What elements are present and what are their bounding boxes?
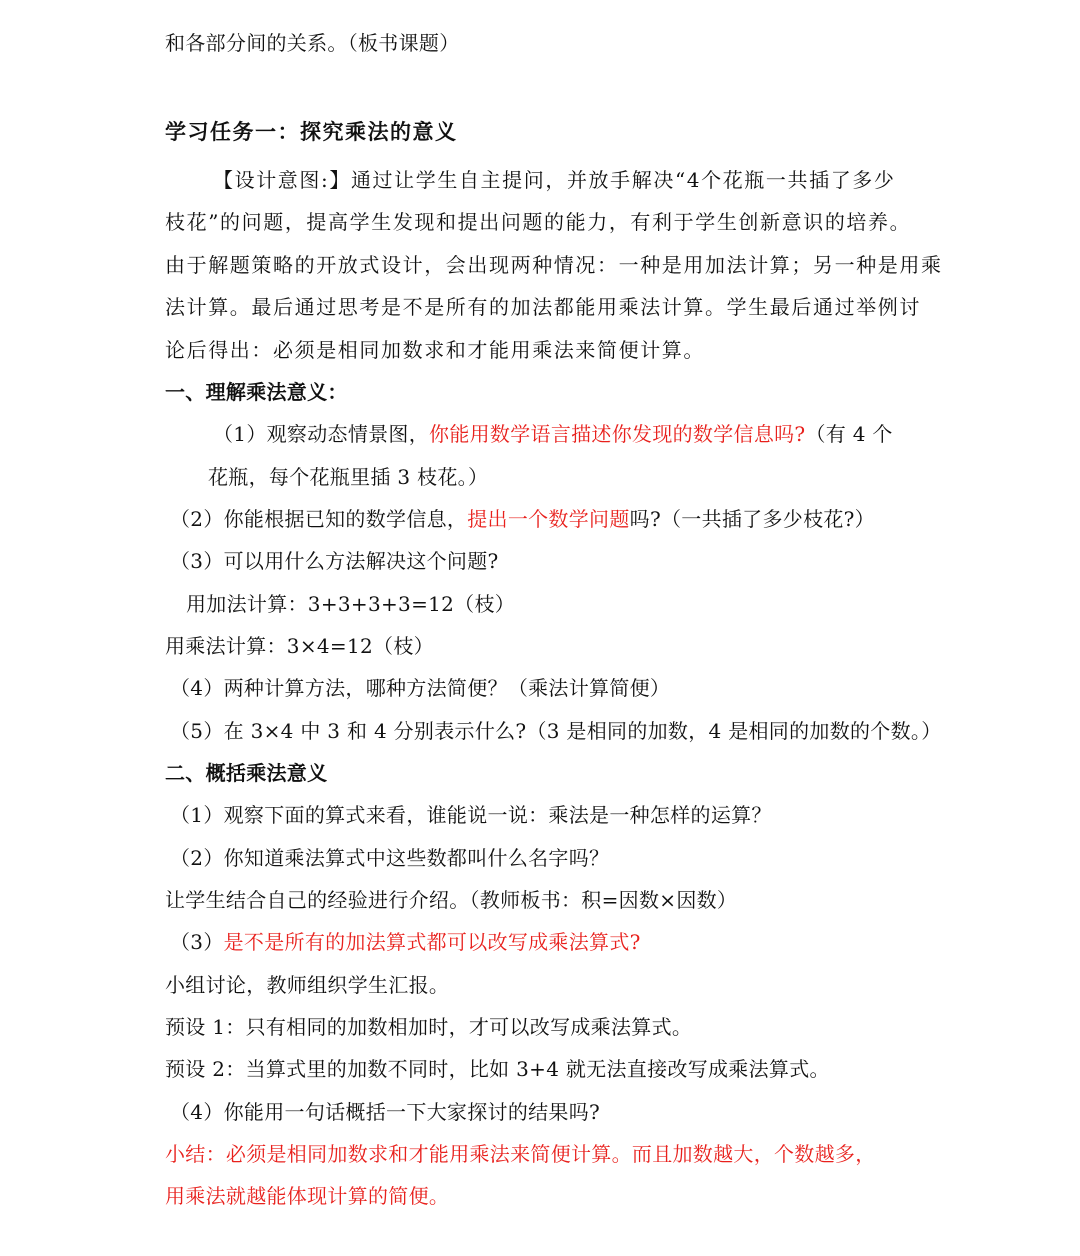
s2-q3-prefix: （3）	[170, 930, 224, 954]
s2-q3-highlight: 是不是所有的加法算式都可以改写成乘法算式?	[223, 930, 641, 954]
section-2-intro: 让学生结合自己的经验进行介绍。（教师板书：积=因数×因数）	[165, 888, 738, 912]
section-1-question-5: （5）在 3×4 中 3 和 4 分别表示什么?（3 是相同的加数，4 是相同的加数的个数。）	[170, 719, 942, 743]
design-intent-line-4: 法计算。最后通过思考是不是所有的加法都能用乘法计算。学生最后通过举例讨	[165, 295, 921, 319]
section-2-question-2: （2）你知道乘法算式中这些数都叫什么名字吗？	[170, 846, 610, 870]
section-2-question-3	[170, 927, 641, 957]
section-1-question-4: （4）两种计算方法，哪种方法简便？（乘法计算简便）	[170, 676, 671, 700]
section-2-title: 二、概括乘法意义	[165, 761, 328, 785]
section-1-question-3: （3）可以用什么方法解决这个问题?	[170, 549, 499, 573]
preset-1: 预设 1：只有相同的加数相加时，才可以改写成乘法算式。	[165, 1015, 693, 1039]
s1-q2-suffix: 吗?（一共插了多少枝花?）	[629, 507, 875, 531]
design-intent-line-2: 枝花”的问题，提高学生发现和提出问题的能力，有利于学生创新意识的培养。	[165, 210, 912, 234]
addition-calculation: 用加法计算：3+3+3+3=12（枝）	[186, 592, 516, 616]
s1-q1-suffix: （有 4 个	[805, 422, 893, 446]
section-2-question-4: （4）你能用一句话概括一下大家探讨的结果吗?	[170, 1100, 601, 1124]
s1-q1-prefix: （1）观察动态情景图，	[213, 422, 430, 446]
preset-2: 预设 2：当算式里的加数不同时，比如 3+4 就无法直接改写成乘法算式。	[165, 1057, 830, 1081]
intro-tail-text: 和各部分间的关系。（板书课题）	[165, 31, 460, 55]
section-1-question-1-cont: 花瓶，每个花瓶里插 3 枝花。）	[208, 465, 489, 489]
design-intent-line-1-text: 通过让学生自主提问，并放手解决“4个花瓶一共插了多少	[350, 168, 896, 192]
design-intent-line-3: 由于解题策略的开放式设计，会出现两种情况：一种是用加法计算；另一种是用乘	[165, 253, 943, 277]
task-heading: 学习任务一：探究乘法的意义	[165, 119, 458, 144]
section-1-title: 一、理解乘法意义：	[165, 380, 348, 404]
section-2-question-1: （1）观察下面的算式来看，谁能说一说：乘法是一种怎样的运算？	[170, 803, 772, 827]
s1-q1-highlight: 你能用数学语言描述你发现的数学信息吗?	[429, 422, 806, 446]
design-intent-label: 【设计意图:】	[213, 168, 351, 192]
design-intent-line-5: 论后得出：必须是相同加数求和才能用乘法来简便计算。	[165, 338, 705, 362]
design-intent-line-1	[213, 165, 896, 195]
summary-line-2: 用乘法就越能体现计算的简便。	[165, 1184, 450, 1208]
section-1-question-1	[213, 419, 893, 449]
section-1-question-2	[170, 504, 875, 534]
multiplication-calculation: 用乘法计算：3×4=12（枝）	[165, 634, 434, 658]
s1-q2-prefix: （2）你能根据已知的数学信息，	[170, 507, 468, 531]
group-discussion: 小组讨论，教师组织学生汇报。	[165, 973, 450, 997]
s1-q2-highlight: 提出一个数学问题	[467, 507, 630, 531]
summary-line-1: 小结：必须是相同加数求和才能用乘法来简便计算。而且加数越大，个数越多，	[165, 1142, 876, 1166]
